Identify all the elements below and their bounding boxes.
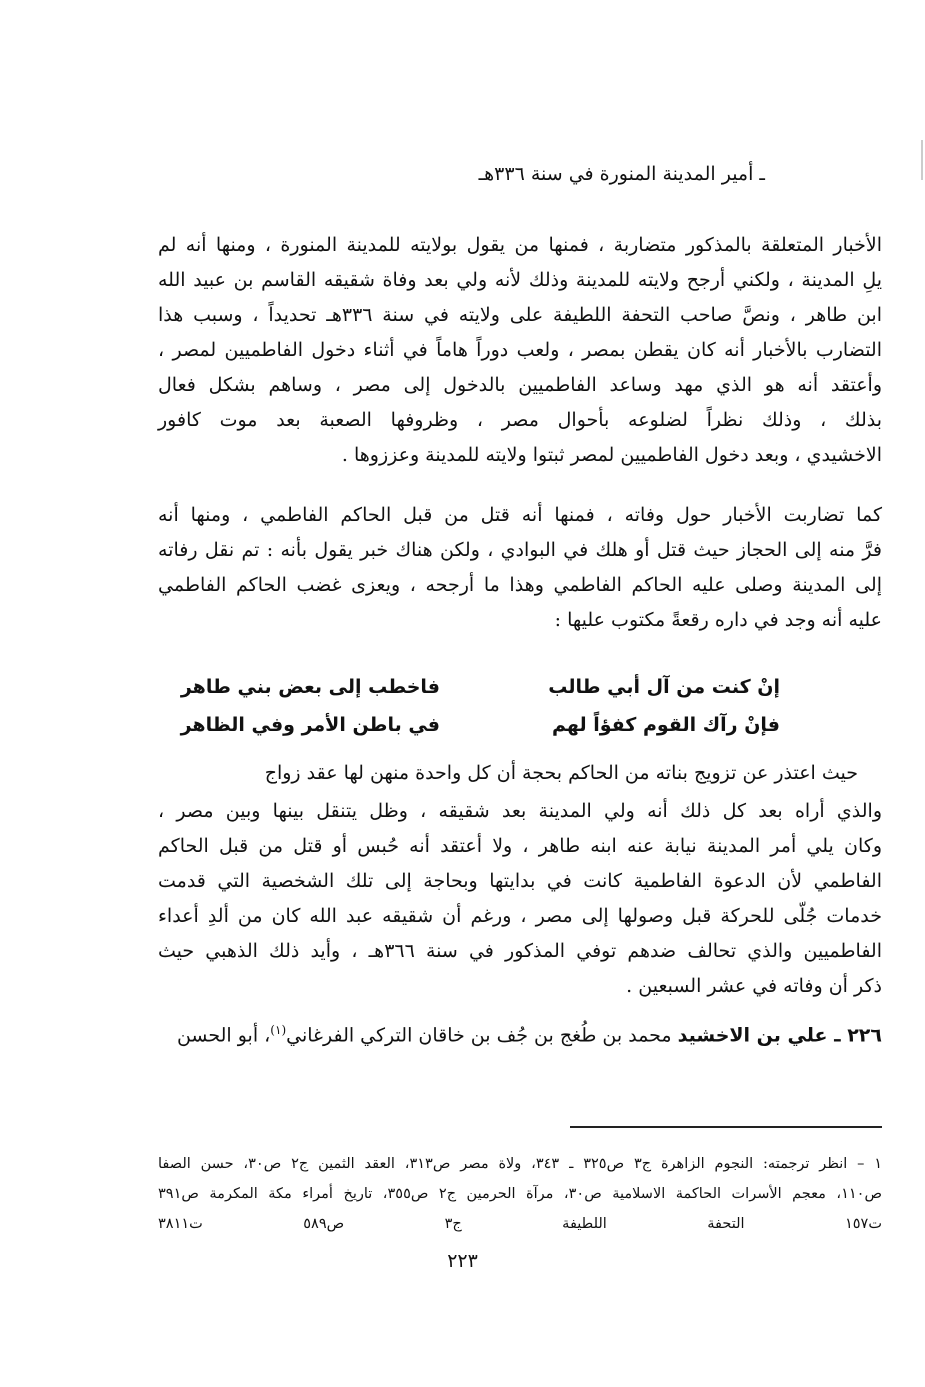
verse-1-second-hemistich: فاخطب إلى بعض بني طاهر	[180, 676, 440, 698]
footnote-ref: (١)	[270, 1023, 287, 1037]
entry-line	[158, 1015, 882, 1050]
paragraph-line: الأخبار المتعلقة بالمذكور متضاربة ، فمنها من يقول بولايته للمدينة المنورة ، ومنها أنه لم	[158, 234, 882, 256]
footnote-line: ص١١٠، معجم الأسرات الحاكمة الاسلامية ص٣٠، مرآة الحرمين ج٢ ص٣٥٥، تاريخ أمراء مكة المكرمة ص٣٩١	[158, 1186, 883, 1202]
entry-number-name: ٢٢٦ ـ علي بن الاخشيد	[677, 1024, 882, 1047]
paragraph-line: فرَّ منه إلى الحجاز حيث قتل أو هلك في البوادي ، ولكن هناك خبر يقول بأنه : تم نقل رفاته	[158, 539, 882, 561]
footnote-line: ١ – انظر ترجمته: النجوم الزاهرة ج٣ ص٣٢٥ ـ ٣٤٣، ولاة مصر ص٣١٣، العقد الثمين ج٢ ص٣٠، حسن الصفا	[158, 1156, 883, 1172]
paragraph-line: بذلك ، وذلك نظراً لضلوعه بأحوال مصر ، وظروفها الصعبة بعد موت كافور	[158, 409, 882, 431]
footnote-divider	[570, 1126, 882, 1128]
paragraph-line: الفاطمي لأن الدعوة الفاطمية كانت في بدايتها وبحاجة إلى تلك الشخصية التي قدمت	[158, 870, 882, 892]
paragraph-line: كما تضاربت الأخبار حول وفاته ، فمنها أنه قتل من قبل الحاكم الفاطمي ، ومنها أنه	[158, 504, 882, 526]
paragraph-line: ابن طاهر ، ونصَّ صاحب التحفة اللطيفة على ولايته في سنة ٣٣٦هـ تحديداً ، وسبب هذا	[158, 304, 883, 326]
scan-edge-mark	[921, 140, 923, 180]
paragraph-line: التضارب بالأخبار أنه كان يقطن بمصر ، ولعب دوراً هاماً في أثناء دخول الفاطميين لمصر ،	[158, 339, 882, 361]
footnote-line: ت١٥٧ التحفة اللطيفة ج٣ ص٥٨٩ ت٣٨١١	[158, 1216, 883, 1232]
entry-lineage: محمد بن طُغج بن جُف بن خاقان التركي الفرغاني	[286, 1024, 678, 1047]
paragraph-line: الفاطميين والذي تحالف ضدهم توفي المذكور في سنة ٣٦٦هـ ، وأيد ذلك الذهبي حيث	[158, 940, 882, 962]
paragraph-line: الاخشيدي ، وبعد دخول الفاطميين لمصر ثبتوا ولايته للمدينة وعززوها .	[341, 444, 882, 466]
verse-2-second-hemistich: في باطن الأمر وفي الظاهر	[180, 714, 440, 736]
paragraph-line: وأعتقد أنه هو الذي مهد وساعد الفاطميين بالدخول إلى مصر ، وساهم بشكل فعال	[158, 374, 882, 396]
paragraph-line: يلِ المدينة ، ولكني أرجح ولايته للمدينة وذلك لأنه ولي بعد وفاة شقيقه القاسم بن عبيد الله	[158, 269, 882, 291]
verse-2-first-hemistich: فإنْ رآك القوم كفؤاً لهم	[552, 714, 780, 736]
paragraph-line: عليه أنه وجد في داره رقعةً مكتوب عليها :	[554, 609, 882, 631]
paragraph-line: وكان يلي أمر المدينة نيابة عنه ابنه طاهر ، ولا أعتقد أنه حُبس أو قتل من قبل الحاكم	[158, 835, 882, 857]
paragraph-line: حيث اعتذر عن تزويج بناته من الحاكم بحجة أن كل واحدة منهن لها عقد زواج	[264, 762, 858, 784]
section-heading: ـ أمير المدينة المنورة في سنة ٣٣٦هـ	[478, 163, 765, 185]
paragraph-line: والذي أراه بعد كل ذلك أنه ولي المدينة بعد شقيقه ، وظل يتنقل بينها وبين مصر ،	[158, 800, 882, 822]
entry-kunya: ، أبو الحسن	[176, 1024, 271, 1047]
paragraph-line: إلى المدينة وصلى عليه الحاكم الفاطمي وهذا ما أرجحه ، ويعزى غضب الحاكم الفاطمي	[158, 574, 882, 596]
paragraph-line: ذكر أن وفاته في عشر السبعين .	[626, 975, 882, 997]
verse-1-first-hemistich: إنْ كنت من آل أبي طالب	[548, 676, 780, 698]
page-number: ٢٢٣	[447, 1250, 478, 1272]
paragraph-line: خدمات جُلّى للحركة قبل وصولها إلى مصر ، ورغم أن شقيقه عبد الله كان من ألدِ أعداء	[158, 905, 882, 927]
